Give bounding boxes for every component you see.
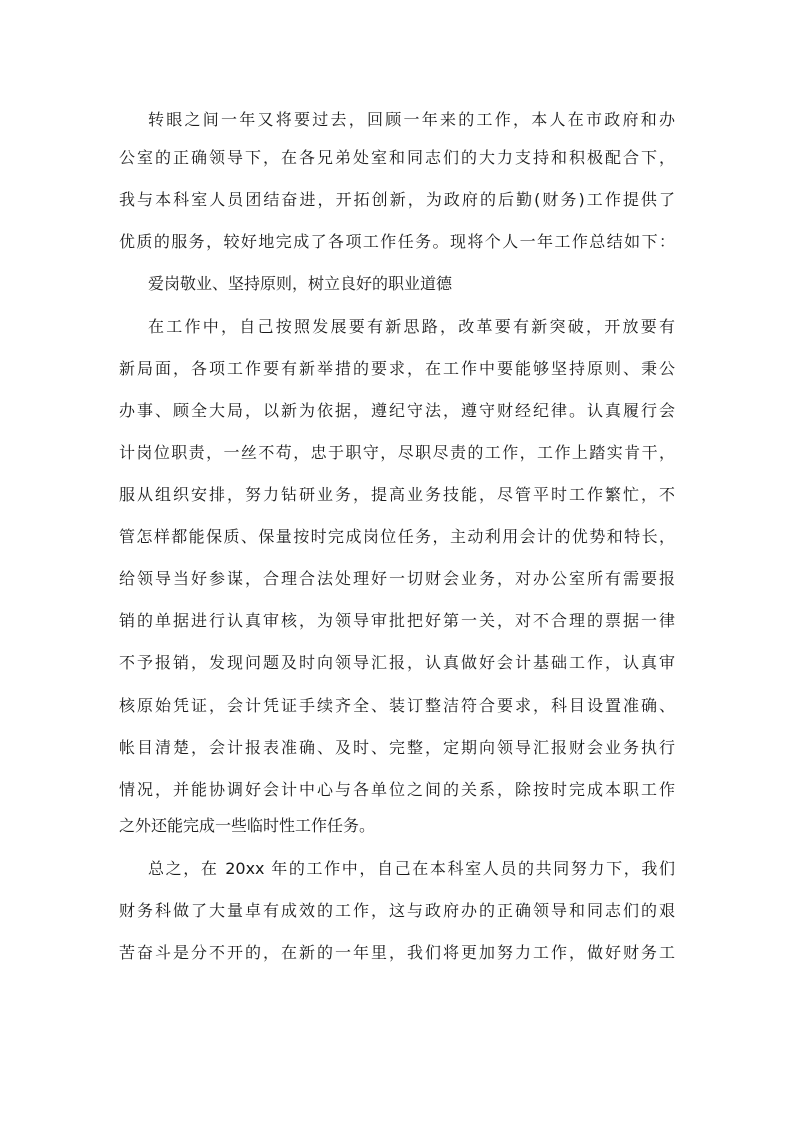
text-line: 在工作中，自己按照发展要有新思路，改革要有新突破，开放要有 <box>148 317 675 336</box>
text-line: 新局面，各项工作要有新举措的要求，在工作中要能够坚持原则、秉公 <box>119 359 675 378</box>
text-line: 优质的服务，较好地完成了各项工作任务。现将个人一年工作总结如下： <box>119 232 675 251</box>
text-line: 计岗位职责，一丝不苟，忠于职守，尽职尽责的工作，工作上踏实肯干， <box>119 443 675 462</box>
text-line: 我与本科室人员团结奋进，开拓创新，为政府的后勤(财务)工作提供了 <box>119 190 675 209</box>
text-line: 帐目清楚，会计报表准确、及时、完整，定期向领导汇报财会业务执行 <box>119 738 675 757</box>
text-line: 管怎样都能保质、保量按时完成岗位任务，主动利用会计的优势和特长， <box>119 527 675 546</box>
text-line: 销的单据进行认真审核，为领导审批把好第一关，对不合理的票据一律 <box>119 611 675 630</box>
text-line: 总之，在 20xx 年的工作中，自己在本科室人员的共同努力下，我们 <box>148 859 675 878</box>
section-heading-text: 爱岗敬业、坚持原则，树立良好的职业道德 <box>148 274 453 293</box>
text-line: 办事、顾全大局，以新为依据，遵纪守法，遵守财经纪律。认真履行会 <box>119 401 675 420</box>
text-line: 给领导当好参谋，合理合法处理好一切财会业务，对办公室所有需要报 <box>119 569 675 588</box>
text-line: 不予报销，发现问题及时向领导汇报，认真做好会计基础工作，认真审 <box>119 653 675 672</box>
text-line: 核原始凭证，会计凭证手续齐全、装订整洁符合要求，科目设置准确、 <box>119 696 675 715</box>
text-line: 之外还能完成一些临时性工作任务。 <box>119 816 376 835</box>
text-line: 服从组织安排，努力钻研业务，提高业务技能，尽管平时工作繁忙，不 <box>119 485 675 504</box>
text-line: 转眼之间一年又将要过去，回顾一年来的工作，本人在市政府和办 <box>148 110 675 129</box>
text-line: 公室的正确领导下，在各兄弟处室和同志们的大力支持和积极配合下， <box>119 148 675 167</box>
text-line: 财务科做了大量卓有成效的工作，这与政府办的正确领导和同志们的艰 <box>119 901 675 920</box>
text-line: 苦奋斗是分不开的，在新的一年里，我们将更加努力工作，做好财务工 <box>119 943 675 962</box>
text-line: 情况，并能协调好会计中心与各单位之间的关系，除按时完成本职工作 <box>119 780 675 799</box>
